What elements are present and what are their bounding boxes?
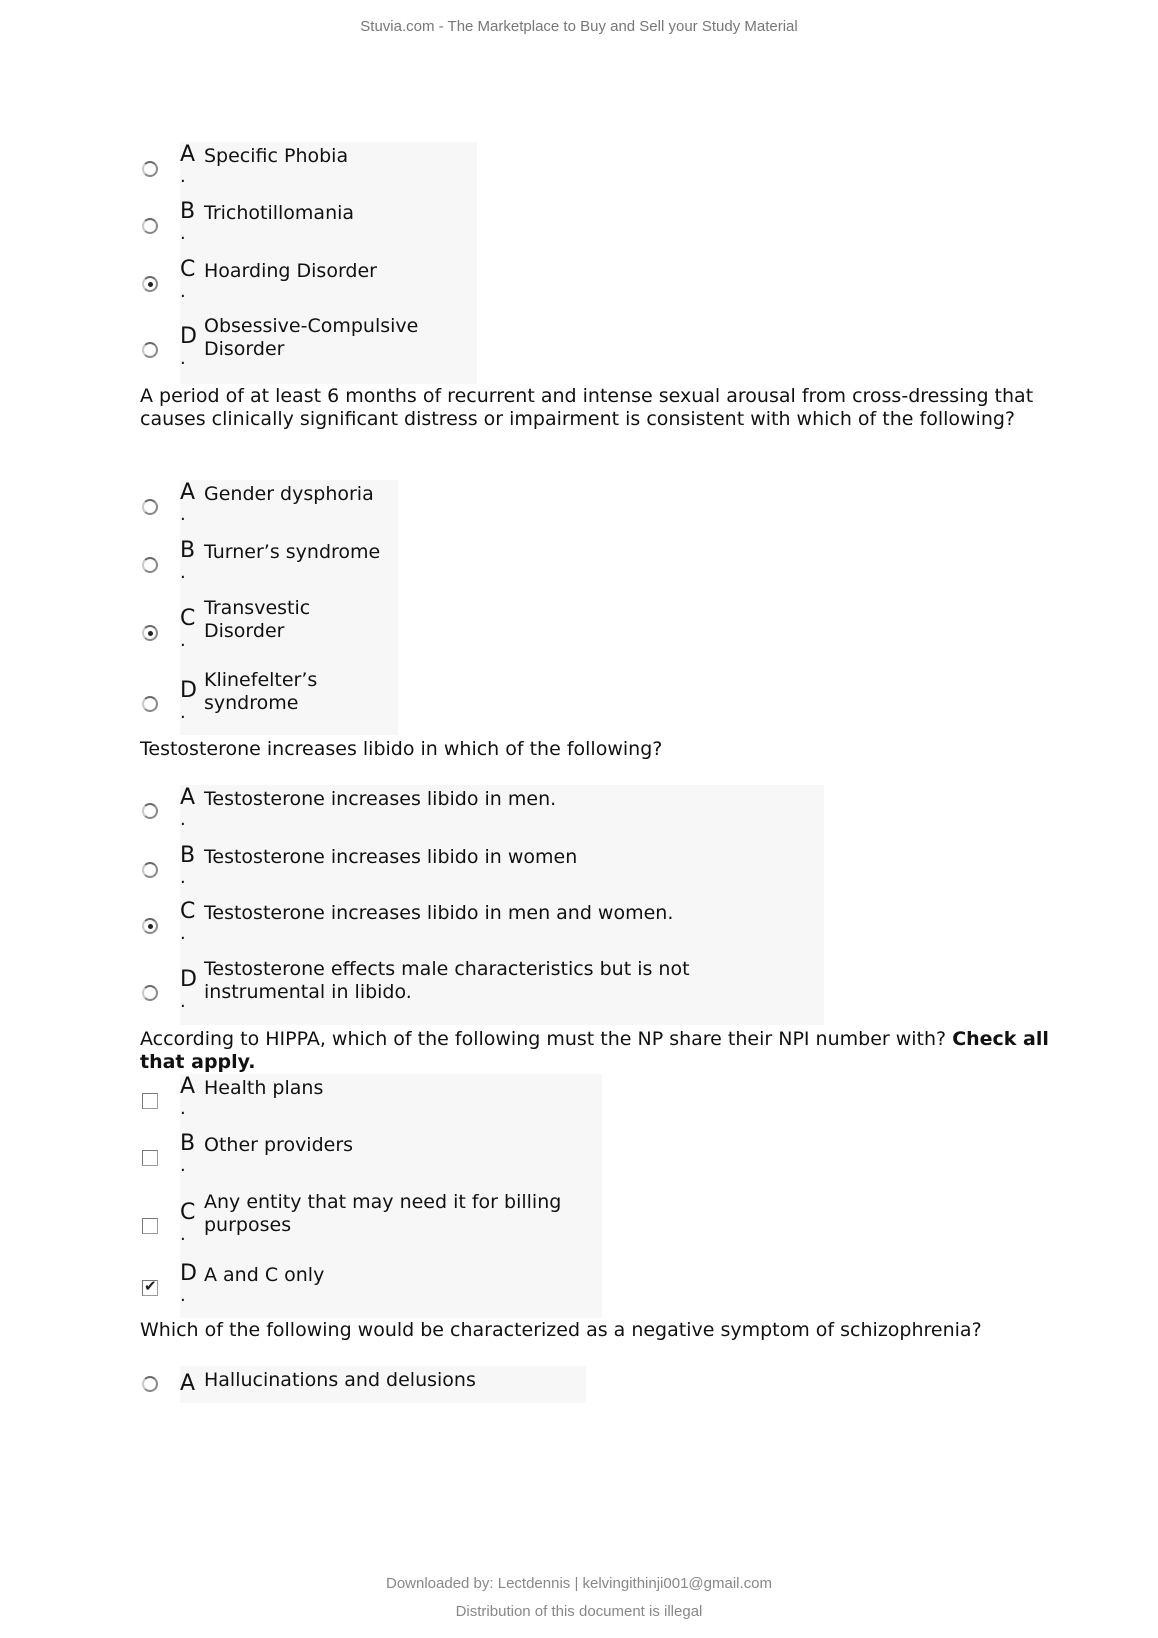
q2-option-b[interactable]: B . Turner’s syndrome [140, 538, 398, 594]
q4-option-a[interactable]: A . Health plans [140, 1074, 602, 1131]
q3-option-a-letter: A [180, 785, 196, 810]
q3-option-c[interactable]: C . Testosterone increases libido in men and women. [140, 899, 824, 955]
q2-option-d[interactable]: D . Klinefelter’s syndrome [140, 666, 398, 735]
q1-option-d[interactable]: D . Obsessive-Compulsive Disorder [140, 312, 477, 384]
q3-option-c-radio[interactable] [142, 918, 158, 934]
q1-option-b-radio[interactable] [142, 218, 158, 234]
q2-option-b-radio[interactable] [142, 557, 158, 573]
q5-question-text: Which of the following would be characterized as a negative symptom of schizophrenia? [140, 1319, 982, 1341]
q2-option-a[interactable]: A . Gender dysphoria [140, 480, 398, 538]
q2-option-a-radio[interactable] [142, 499, 158, 515]
q5-option-a-text: Hallucinations and delusions [204, 1369, 476, 1391]
q4-option-a-checkbox[interactable] [142, 1093, 158, 1109]
q5-options [140, 1366, 586, 1403]
q4-option-d[interactable]: ✔ D . A and C only [140, 1261, 602, 1318]
q3-option-a-text: Testosterone increases libido in men. [204, 788, 557, 810]
q4-option-c-letter: C [180, 1200, 196, 1225]
q3-option-b-text: Testosterone increases libido in women [204, 846, 578, 868]
q3-option-b-radio[interactable] [142, 862, 158, 878]
q4-options [140, 1074, 602, 1318]
footer-distribution-notice: Distribution of this document is illegal [455, 1603, 703, 1620]
q5-option-a[interactable] [140, 1366, 586, 1403]
q1-option-c-letter: C [180, 257, 196, 282]
footer-downloaded-by: Downloaded by: Lectdennis | kelvingithinji001@gmail.com [385, 1575, 772, 1592]
q1-option-d-text: Obsessive-Compulsive Disorder [204, 315, 419, 360]
q2-option-a-letter: A [180, 480, 196, 505]
q3-option-d-letter: D [180, 967, 197, 992]
q1-option-b[interactable]: B . Trichotillomania [140, 199, 477, 257]
q2-options [140, 480, 398, 735]
q4-option-b-letter: B [180, 1131, 196, 1156]
q2-option-c-letter: C [180, 606, 196, 631]
q1-option-c-text: Hoarding Disorder [204, 260, 377, 282]
q2-option-b-letter: B [180, 538, 196, 563]
q2-option-c-radio[interactable] [142, 625, 158, 641]
q4-option-d-checkbox[interactable] [142, 1280, 158, 1296]
q4-option-b-checkbox[interactable] [142, 1150, 158, 1166]
q1-option-a-radio[interactable] [142, 161, 158, 177]
q1-option-c[interactable]: C . Hoarding Disorder [140, 257, 477, 312]
q3-option-b-letter: B [180, 843, 196, 868]
q1-option-d-radio[interactable] [142, 342, 158, 358]
q3-option-b[interactable]: B . Testosterone increases libido in women [140, 843, 824, 899]
q1-option-d-letter: D [180, 324, 197, 349]
q3-option-c-text: Testosterone increases libido in men and women. [204, 902, 674, 924]
q1-option-a-text: Specific Phobia [204, 145, 349, 167]
q4-option-b[interactable]: B . Other providers [140, 1131, 602, 1188]
q3-option-d-text: Testosterone effects male characteristics but is not instrumental in libido. [204, 958, 690, 1003]
q4-option-c-checkbox[interactable] [142, 1218, 158, 1234]
page-header: Stuvia.com - The Marketplace to Buy and Sell your Study Material [360, 18, 798, 35]
q3-option-d[interactable]: D . Testosterone effects male characteristics but is not instrumental in libido. [140, 955, 824, 1025]
q4-option-a-text: Health plans [204, 1077, 324, 1099]
q1-option-b-letter: B [180, 199, 196, 224]
q3-option-a-radio[interactable] [142, 803, 158, 819]
q1-option-a-letter: A [180, 142, 196, 167]
q4-option-c[interactable]: C . Any entity that may need it for billing purposes [140, 1188, 602, 1261]
q1-option-b-text: Trichotillomania [204, 202, 355, 224]
q1-options [140, 142, 477, 384]
q4-option-d-text: A and C only [204, 1264, 325, 1286]
q2-option-c[interactable]: C . Transvestic Disorder [140, 594, 398, 666]
q2-option-b-text: Turner’s syndrome [204, 541, 381, 563]
q2-option-d-text: Klinefelter’s syndrome [204, 669, 318, 714]
q2-option-a-text: Gender dysphoria [204, 483, 374, 505]
q2-question-text: A period of at least 6 months of recurrent and intense sexual arousal from cross-dressing that causes clinically significant distress or impairment is consistent with which of the following? [140, 385, 1034, 430]
q4-instruction: Check all that apply. [140, 1028, 1049, 1073]
q2-option-c-text: Transvestic Disorder [204, 597, 311, 642]
q5-option-a-letter: A [180, 1371, 196, 1396]
q3-option-c-letter: C [180, 899, 196, 924]
q3-question-text: Testosterone increases libido in which of the following? [140, 738, 663, 760]
q3-options [140, 785, 824, 1025]
q4-option-c-text: Any entity that may need it for billing purposes [204, 1191, 562, 1236]
q4-option-b-text: Other providers [204, 1134, 354, 1156]
q4-option-d-letter: D [180, 1261, 197, 1286]
q2-option-d-radio[interactable] [142, 696, 158, 712]
q3-option-d-radio[interactable] [142, 985, 158, 1001]
q3-option-a[interactable]: A . Testosterone increases libido in men. [140, 785, 824, 843]
q1-option-a[interactable]: A . Specific Phobia [140, 142, 477, 199]
q4-option-a-letter: A [180, 1074, 196, 1099]
q1-option-c-radio[interactable] [142, 276, 158, 292]
q2-option-d-letter: D [180, 678, 197, 703]
q5-option-a-radio[interactable] [142, 1376, 158, 1392]
q4-question-text: According to HIPPA, which of the following must the NP share their NPI number with? Check all that apply. [140, 1028, 1049, 1073]
